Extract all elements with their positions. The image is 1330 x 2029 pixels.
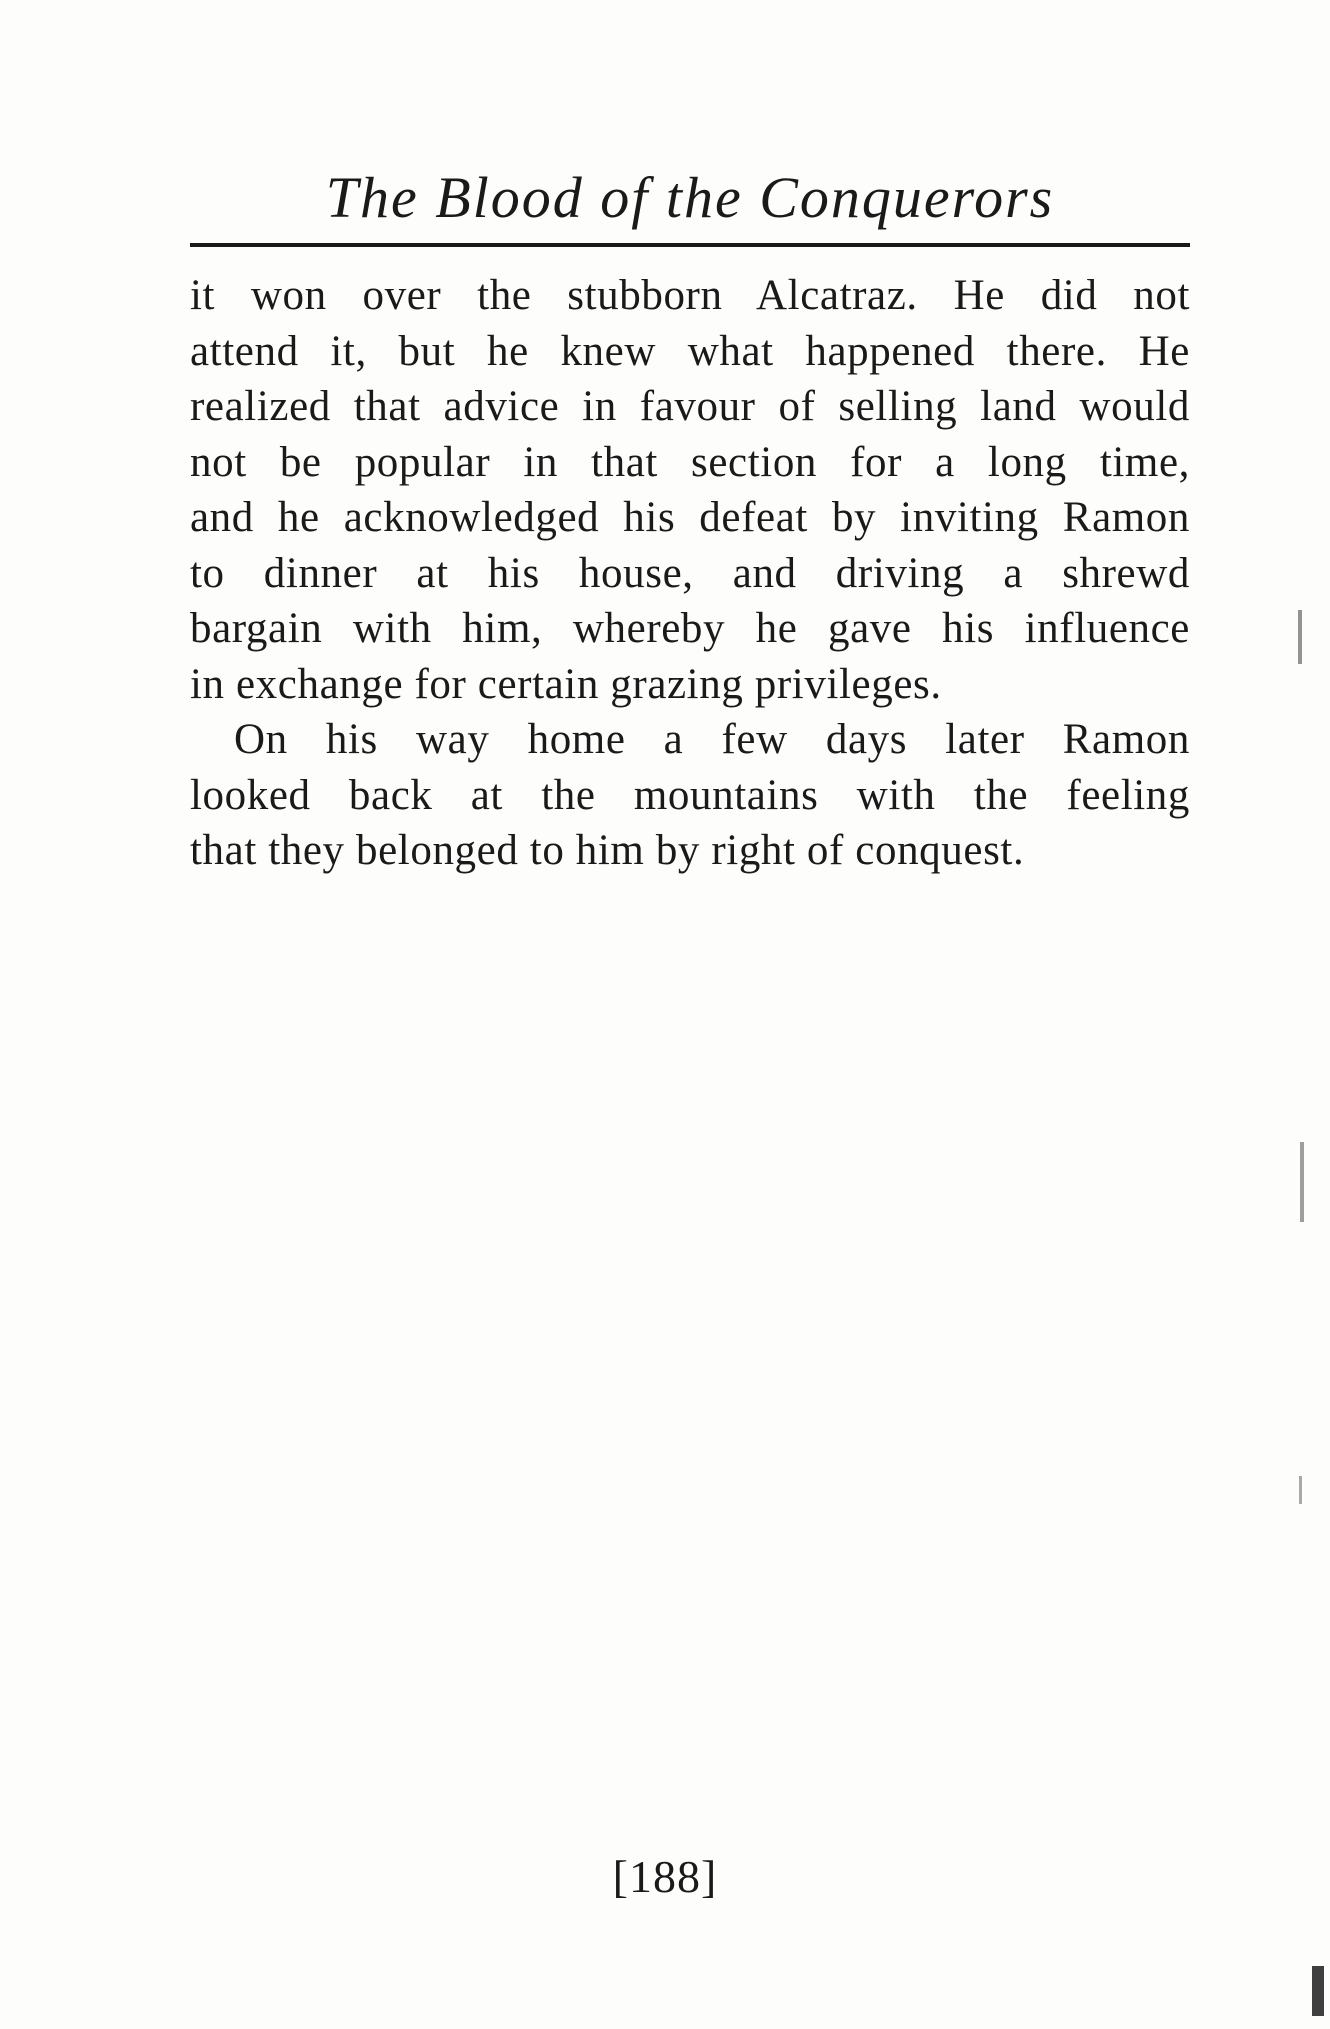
scan-speck	[1300, 1142, 1304, 1222]
text-line: realized that advice in favour of selling land would	[190, 383, 1190, 430]
text-line: attend it, but he knew what happened there. He	[190, 327, 1190, 375]
paragraph-1	[190, 268, 1190, 712]
scan-speck	[1299, 1476, 1302, 1504]
text-line: On his way home a few days later Ramon	[234, 716, 1190, 763]
header-rule	[190, 243, 1190, 247]
text-line: not be popular in that section for a long time,	[190, 438, 1190, 486]
running-head: The Blood of the Conquerors	[325, 165, 1055, 230]
page-number: [188]	[612, 1851, 718, 1902]
text-line: looked back at the mountains with the feeling	[190, 771, 1190, 819]
text-line: bargain with him, whereby he gave his influence	[190, 605, 1190, 652]
text-line: and he acknowledged his defeat by inviting Ramon	[190, 494, 1190, 541]
text-line: that they belonged to him by right of conquest.	[190, 827, 1025, 874]
text-line: it won over the stubborn Alcatraz. He did not	[190, 272, 1190, 319]
scan-speck	[1298, 610, 1302, 664]
paragraph-2	[190, 712, 1190, 879]
body-text	[190, 268, 1190, 879]
text-line: to dinner at his house, and driving a shrewd	[190, 549, 1190, 597]
scan-speck	[1312, 1966, 1324, 2016]
text-line: in exchange for certain grazing privileges.	[190, 660, 942, 708]
